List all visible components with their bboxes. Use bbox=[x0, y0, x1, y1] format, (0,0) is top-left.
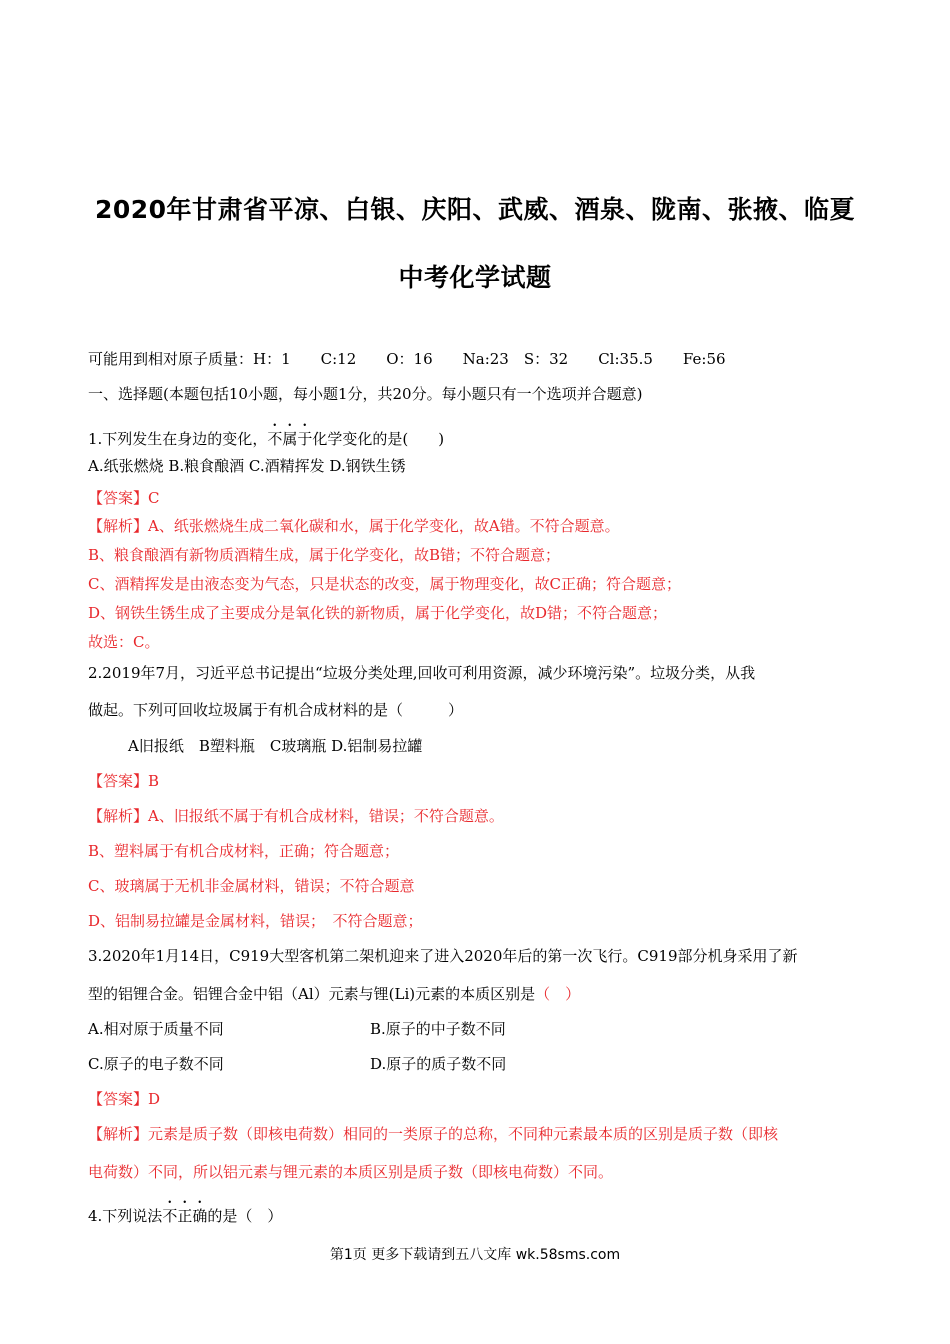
question-1-analysis-line: C、酒精挥发是由液态变为气态，只是状态的改变，属于物理变化，故C正确；符合题意； bbox=[88, 575, 681, 593]
question-3-option-a: A.相对原于质量不同 bbox=[88, 1020, 224, 1038]
title-line-2: 中考化学试题 bbox=[398, 263, 552, 292]
question-1-analysis-line: B、粮食酿酒有新物质酒精生成，属于化学变化，故B错；不符合题意； bbox=[88, 546, 561, 564]
question-2-answer: 【答案】B bbox=[88, 772, 160, 790]
section-heading: 一、选择题(本题包括10小题，每小题1分，共20分。每小题只有一个选项并合题意) bbox=[88, 385, 643, 403]
question-1-options: A.纸张燃烧 B.粮食酿酒 C.酒精挥发 D.钢铁生锈 bbox=[88, 457, 406, 475]
q3-answer-paren: （ ） bbox=[535, 985, 581, 1003]
question-2-stem-2: 做起。下列可回收垃圾属于有机合成材料的是（ ） bbox=[88, 701, 464, 719]
question-1-analysis-line: 故选：C。 bbox=[88, 633, 160, 651]
question-1-stem bbox=[88, 421, 444, 449]
atomic-masses: 可能用到相对原子质量：H：1 C:12 O：16 Na:23 S：32 Cl:35.5 Fe:56 bbox=[88, 350, 726, 368]
q4-stem-emphasis: 不正确 bbox=[162, 1207, 208, 1225]
question-3-analysis-line: 电荷数）不同，所以铝元素与锂元素的本质区别是质子数（即核电荷数）不同。 bbox=[88, 1163, 614, 1181]
question-1-answer: 【答案】C bbox=[88, 489, 160, 507]
title-line-1: 2020年甘肃省平凉、白银、庆阳、武威、酒泉、陇南、张掖、临夏 bbox=[94, 195, 856, 224]
question-2-stem-1: 2.2019年7月，习近平总书记提出“垃圾分类处理,回收可利用资源，减少环境污染”。垃圾分类，从我 bbox=[88, 664, 756, 682]
question-2-options: A旧报纸 B塑料瓶 C玻璃瓶 D.铝制易拉罐 bbox=[128, 737, 423, 755]
question-4-stem bbox=[88, 1198, 282, 1226]
q3-stem-text: 型的铝锂合金。铝锂合金中铝（Al）元素与锂(Li)元素的本质区别是 bbox=[88, 985, 536, 1003]
q4-stem-pre: 4.下列说法 bbox=[88, 1207, 163, 1225]
question-1-analysis-line: 【解析】A、纸张燃烧生成二氧化碳和水，属于化学变化，故A错。不符合题意。 bbox=[88, 517, 620, 535]
q1-stem-pre: 1.下列发生在身边的变化， bbox=[88, 430, 268, 448]
question-1-analysis-line: D、钢铁生锈生成了主要成分是氧化铁的新物质，属于化学变化，故D错；不符合题意； bbox=[88, 604, 668, 622]
question-3-option-b: B.原子的中子数不同 bbox=[370, 1020, 506, 1038]
question-3-option-c: C.原子的电子数不同 bbox=[88, 1055, 224, 1073]
page-footer: 第1页 更多下载请到五八文库 wk.58sms.com bbox=[329, 1247, 621, 1263]
question-3-option-d: D.原子的质子数不同 bbox=[370, 1055, 507, 1073]
question-2-analysis-line: 【解析】A、旧报纸不属于有机合成材料，错误；不符合题意。 bbox=[88, 807, 504, 825]
question-2-analysis-line: D、铝制易拉罐是金属材料，错误； 不符合题意； bbox=[88, 912, 423, 930]
q4-stem-post: 的是（ ） bbox=[207, 1207, 283, 1225]
question-3-stem-1: 3.2020年1月14日，C919大型客机第二架机迎来了进入2020年后的第一次飞行。C919部分机身采用了新 bbox=[88, 947, 798, 965]
question-3-analysis-line: 【解析】元素是质子数（即核电荷数）相同的一类原子的总称，不同种元素最本质的区别是质子数（即核 bbox=[88, 1125, 779, 1143]
question-3-stem-2 bbox=[88, 984, 580, 1004]
q1-stem-post: 化学变化的是( ) bbox=[312, 430, 445, 448]
question-2-analysis-line: B、塑料属于有机合成材料，正确；符合题意； bbox=[88, 842, 400, 860]
question-3-answer: 【答案】D bbox=[88, 1090, 161, 1108]
q1-stem-emphasis: 不属于 bbox=[267, 430, 313, 448]
question-2-analysis-line: C、玻璃属于无机非金属材料，错误；不符合题意 bbox=[88, 877, 415, 895]
